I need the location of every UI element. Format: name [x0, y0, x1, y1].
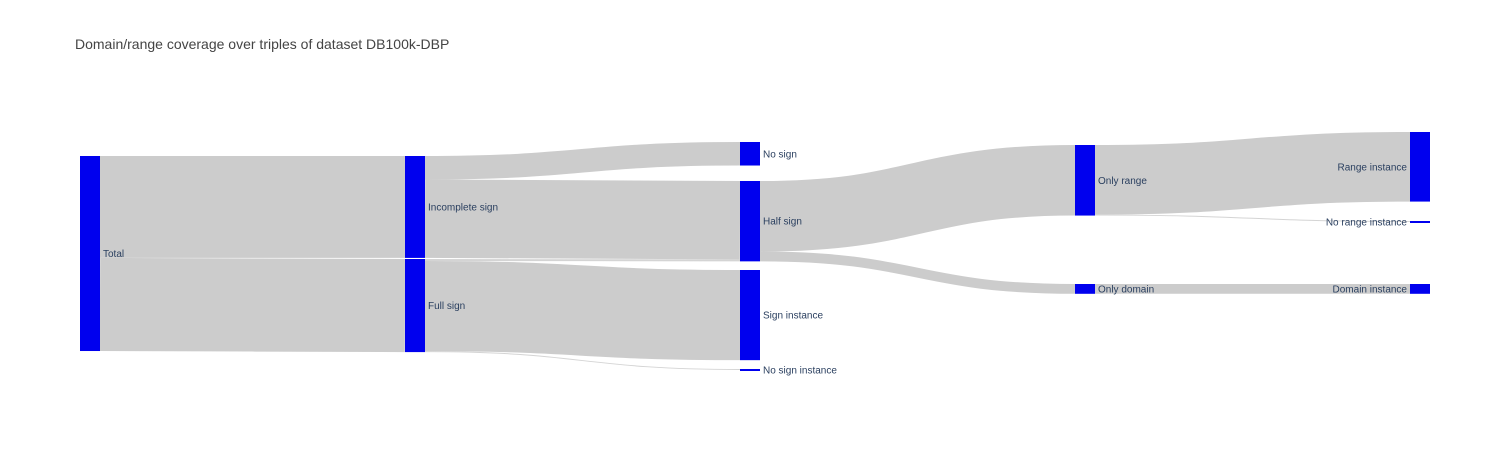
node-label-total: Total: [103, 249, 125, 261]
link-half_sign-to-only_domain[interactable]: [760, 256, 1075, 288]
node-full-sign[interactable]: [405, 259, 425, 352]
chart-title: Domain/range coverage over triples of dataset DB100k-DBP: [75, 36, 450, 52]
node-label-incomplete-sign: Incomplete sign: [428, 202, 499, 214]
node-label-no-sign-instance: No sign instance: [763, 365, 837, 377]
node-label-sign-instance: Sign instance: [763, 310, 824, 322]
node-range-instance[interactable]: [1410, 132, 1430, 202]
node-incomplete-sign[interactable]: [405, 156, 425, 258]
node-label-range-instance: Range instance: [1337, 162, 1407, 174]
node-label-only-range: Only range: [1098, 175, 1147, 187]
link-incomplete_sign-to-half_sign[interactable]: [425, 219, 740, 220]
node-half-sign[interactable]: [740, 181, 760, 261]
link-half_sign-to-only_range[interactable]: [760, 180, 1075, 216]
node-label-domain-instance: Domain instance: [1332, 284, 1407, 296]
link-total-to-full_sign[interactable]: [100, 304, 405, 305]
node-domain-instance[interactable]: [1410, 284, 1430, 294]
node-no-range-instance[interactable]: [1410, 221, 1430, 223]
link-incomplete_sign-to-no_sign[interactable]: [425, 154, 740, 168]
node-no-sign[interactable]: [740, 142, 760, 166]
node-label-no-range-instance: No range instance: [1325, 217, 1407, 229]
node-no-sign-instance[interactable]: [740, 369, 760, 371]
node-total[interactable]: [80, 156, 100, 351]
node-only-range[interactable]: [1075, 145, 1095, 216]
node-only-domain[interactable]: [1075, 284, 1095, 294]
node-sign-instance[interactable]: [740, 270, 760, 360]
node-label-only-domain: Only domain: [1098, 284, 1155, 296]
node-label-half-sign: Half sign: [763, 216, 802, 228]
link-full_sign-to-sign_instance[interactable]: [425, 306, 740, 315]
node-label-no-sign: No sign: [763, 149, 797, 161]
node-label-full-sign: Full sign: [428, 301, 466, 313]
